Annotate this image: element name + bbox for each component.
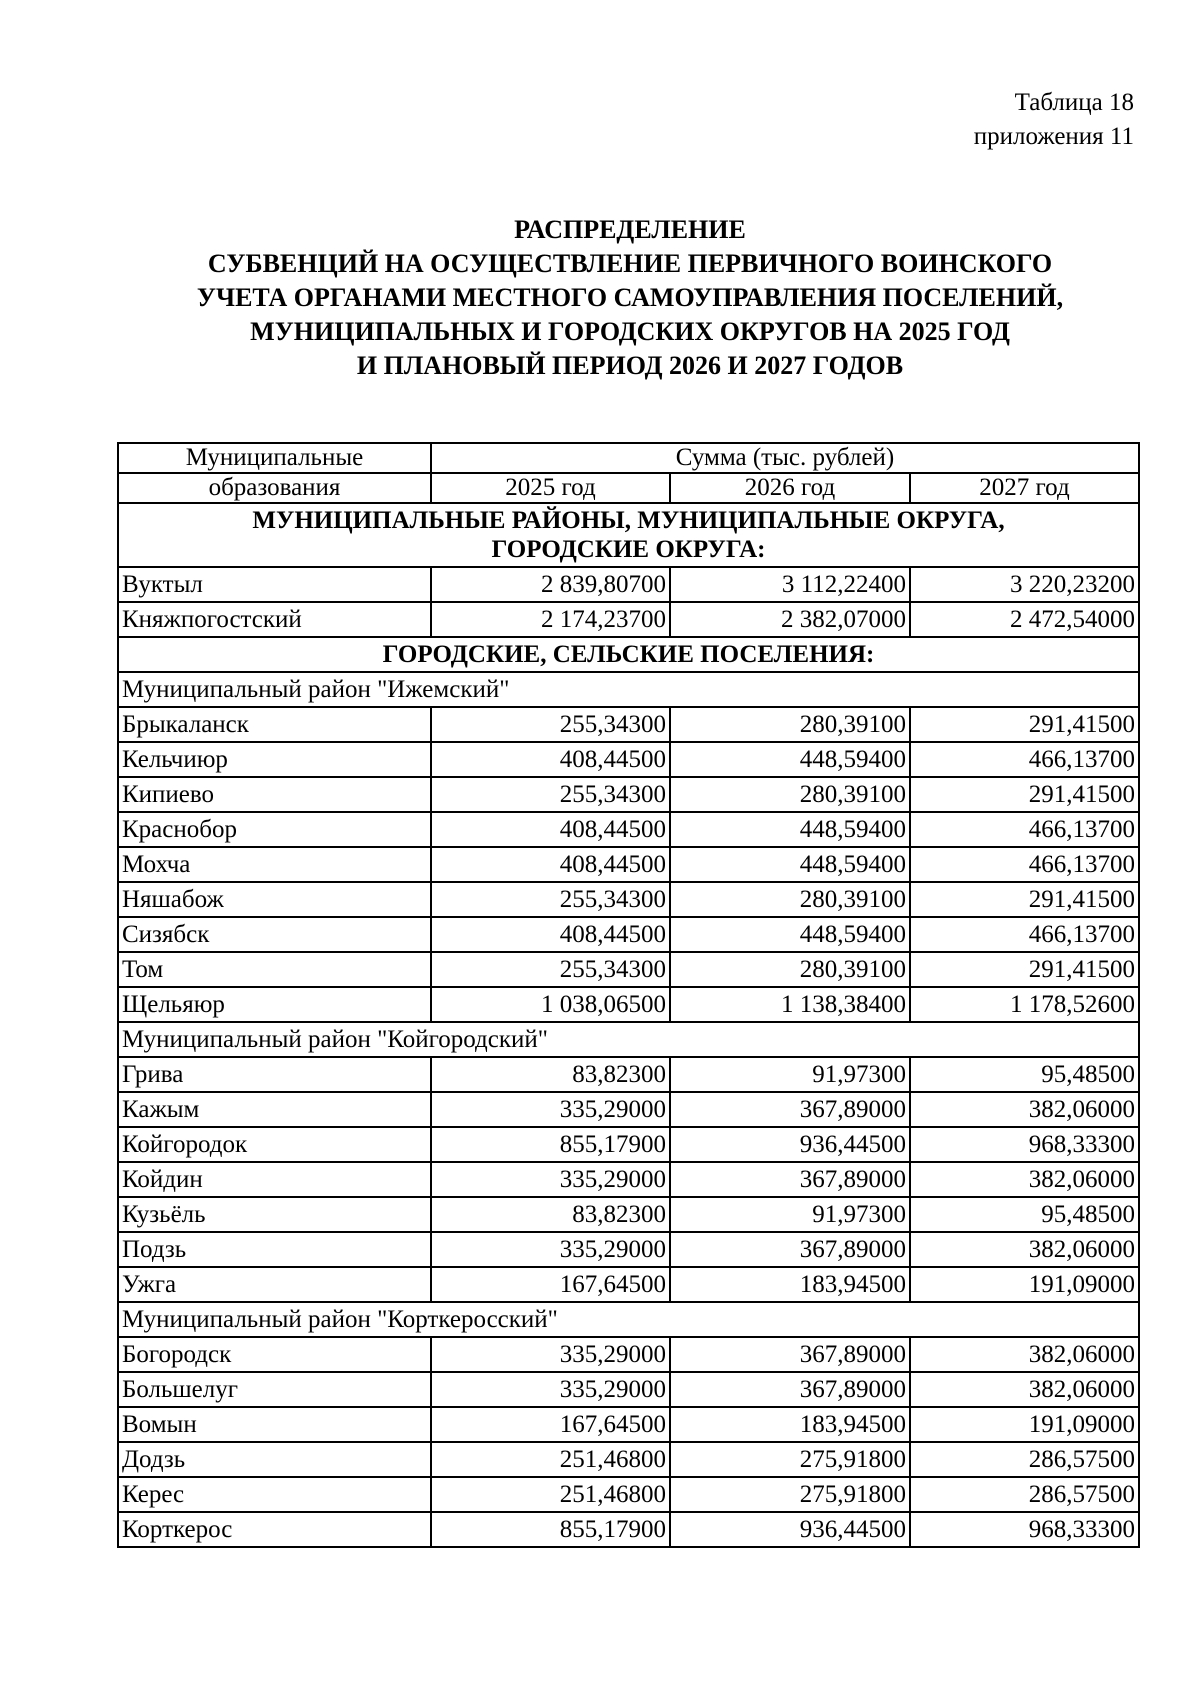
row-value-2026: 448,59400 xyxy=(670,812,910,847)
row-value-2025: 335,29000 xyxy=(431,1372,670,1407)
document-title xyxy=(100,213,1160,383)
row-value-2025: 255,34300 xyxy=(431,952,670,987)
row-value-2025: 408,44500 xyxy=(431,742,670,777)
row-value-2027: 466,13700 xyxy=(910,742,1139,777)
row-value-2025: 335,29000 xyxy=(431,1337,670,1372)
title-line: МУНИЦИПАЛЬНЫХ И ГОРОДСКИХ ОКРУГОВ НА 2025 ГОД xyxy=(250,317,1010,346)
table-row xyxy=(118,1337,1139,1372)
header-row xyxy=(118,473,1139,503)
row-value-2025: 251,46800 xyxy=(431,1477,670,1512)
row-value-2025: 2 839,80700 xyxy=(431,567,670,602)
row-value-2026: 3 112,22400 xyxy=(670,567,910,602)
row-value-2025: 2 174,23700 xyxy=(431,602,670,637)
title-line: УЧЕТА ОРГАНАМИ МЕСТНОГО САМОУПРАВЛЕНИЯ ПОСЕЛЕНИЙ, xyxy=(196,283,1064,312)
row-value-2025: 855,17900 xyxy=(431,1512,670,1547)
district-label: Муниципальный район "Койгородский" xyxy=(118,1022,1139,1057)
row-name: Вомын xyxy=(118,1407,431,1442)
row-name: Кипиево xyxy=(118,777,431,812)
row-value-2025: 255,34300 xyxy=(431,777,670,812)
row-value-2027: 95,48500 xyxy=(910,1057,1139,1092)
section-header-line: МУНИЦИПАЛЬНЫЕ РАЙОНЫ, МУНИЦИПАЛЬНЫЕ ОКРУГА, xyxy=(252,507,1005,534)
row-name: Сизябск xyxy=(118,917,431,952)
title-line: РАСПРЕДЕЛЕНИЕ xyxy=(514,215,746,244)
row-name: Щельяюр xyxy=(118,987,431,1022)
row-value-2026: 280,39100 xyxy=(670,952,910,987)
row-name: Княжпогостский xyxy=(118,602,431,637)
row-value-2026: 280,39100 xyxy=(670,707,910,742)
row-name: Додзь xyxy=(118,1442,431,1477)
section-header-line: ГОРОДСКИЕ ОКРУГА: xyxy=(491,536,766,563)
row-name: Большелуг xyxy=(118,1372,431,1407)
row-value-2025: 167,64500 xyxy=(431,1267,670,1302)
table-row xyxy=(118,1442,1139,1477)
row-value-2026: 280,39100 xyxy=(670,777,910,812)
section-row xyxy=(118,503,1139,567)
table-row xyxy=(118,987,1139,1022)
row-value-2027: 291,41500 xyxy=(910,952,1139,987)
table-row xyxy=(118,567,1139,602)
table-row xyxy=(118,1407,1139,1442)
section-header-districts xyxy=(118,503,1139,567)
row-value-2025: 855,17900 xyxy=(431,1127,670,1162)
row-value-2025: 167,64500 xyxy=(431,1407,670,1442)
row-value-2026: 2 382,07000 xyxy=(670,602,910,637)
row-value-2027: 2 472,54000 xyxy=(910,602,1139,637)
row-value-2027: 968,33300 xyxy=(910,1127,1139,1162)
row-value-2026: 448,59400 xyxy=(670,847,910,882)
row-value-2027: 466,13700 xyxy=(910,917,1139,952)
row-value-2027: 3 220,23200 xyxy=(910,567,1139,602)
district-label: Муниципальный район "Корткеросский" xyxy=(118,1302,1139,1337)
table-row xyxy=(118,1232,1139,1267)
row-value-2026: 280,39100 xyxy=(670,882,910,917)
table-row xyxy=(118,602,1139,637)
row-value-2027: 466,13700 xyxy=(910,847,1139,882)
row-value-2027: 382,06000 xyxy=(910,1092,1139,1127)
row-value-2026: 275,91800 xyxy=(670,1477,910,1512)
row-value-2027: 191,09000 xyxy=(910,1407,1139,1442)
table-row xyxy=(118,742,1139,777)
table-row xyxy=(118,847,1139,882)
row-name: Корткерос xyxy=(118,1512,431,1547)
row-value-2027: 382,06000 xyxy=(910,1337,1139,1372)
row-value-2025: 83,82300 xyxy=(431,1057,670,1092)
row-name: Брыкаланск xyxy=(118,707,431,742)
row-value-2027: 291,41500 xyxy=(910,707,1139,742)
row-value-2027: 968,33300 xyxy=(910,1512,1139,1547)
row-value-2027: 382,06000 xyxy=(910,1162,1139,1197)
table-row xyxy=(118,1127,1139,1162)
row-name: Грива xyxy=(118,1057,431,1092)
row-value-2027: 286,57500 xyxy=(910,1477,1139,1512)
row-value-2026: 448,59400 xyxy=(670,742,910,777)
row-value-2026: 367,89000 xyxy=(670,1232,910,1267)
row-value-2025: 408,44500 xyxy=(431,917,670,952)
row-value-2027: 291,41500 xyxy=(910,882,1139,917)
title-line: И ПЛАНОВЫЙ ПЕРИОД 2026 И 2027 ГОДОВ xyxy=(356,351,904,380)
row-name: Няшабож xyxy=(118,882,431,917)
table-row xyxy=(118,1162,1139,1197)
row-value-2026: 367,89000 xyxy=(670,1092,910,1127)
row-value-2027: 382,06000 xyxy=(910,1232,1139,1267)
row-value-2027: 291,41500 xyxy=(910,777,1139,812)
district-row xyxy=(118,1302,1139,1337)
table-row xyxy=(118,1477,1139,1512)
row-value-2027: 286,57500 xyxy=(910,1442,1139,1477)
row-value-2025: 335,29000 xyxy=(431,1232,670,1267)
table-row xyxy=(118,917,1139,952)
row-name: Койдин xyxy=(118,1162,431,1197)
header-entity-line2: образования xyxy=(118,473,431,503)
row-value-2025: 251,46800 xyxy=(431,1442,670,1477)
title-line: СУБВЕНЦИЙ НА ОСУЩЕСТВЛЕНИЕ ПЕРВИЧНОГО ВОИНСКОГО xyxy=(207,249,1053,278)
table-number-label: Таблица 18 xyxy=(1014,89,1134,116)
row-name: Койгородок xyxy=(118,1127,431,1162)
table-row xyxy=(118,1092,1139,1127)
row-value-2025: 335,29000 xyxy=(431,1162,670,1197)
row-value-2027: 1 178,52600 xyxy=(910,987,1139,1022)
row-name: Керес xyxy=(118,1477,431,1512)
row-value-2026: 275,91800 xyxy=(670,1442,910,1477)
row-value-2026: 183,94500 xyxy=(670,1407,910,1442)
row-value-2027: 95,48500 xyxy=(910,1197,1139,1232)
section-row xyxy=(118,637,1139,672)
row-value-2026: 367,89000 xyxy=(670,1162,910,1197)
row-value-2026: 367,89000 xyxy=(670,1372,910,1407)
row-name: Кузьёль xyxy=(118,1197,431,1232)
row-value-2026: 183,94500 xyxy=(670,1267,910,1302)
header-row xyxy=(118,443,1139,473)
table-reference xyxy=(734,86,1134,154)
row-value-2026: 1 138,38400 xyxy=(670,987,910,1022)
row-name: Вуктыл xyxy=(118,567,431,602)
table-row xyxy=(118,882,1139,917)
header-year-2026: 2026 год xyxy=(670,473,910,503)
row-value-2026: 91,97300 xyxy=(670,1197,910,1232)
row-name: Краснобор xyxy=(118,812,431,847)
row-value-2025: 408,44500 xyxy=(431,847,670,882)
table-row xyxy=(118,1057,1139,1092)
subvention-table xyxy=(117,442,1140,1548)
table-row xyxy=(118,1512,1139,1547)
row-value-2026: 91,97300 xyxy=(670,1057,910,1092)
row-value-2026: 367,89000 xyxy=(670,1337,910,1372)
row-value-2025: 408,44500 xyxy=(431,812,670,847)
row-value-2025: 255,34300 xyxy=(431,882,670,917)
table-row xyxy=(118,777,1139,812)
row-name: Том xyxy=(118,952,431,987)
district-row xyxy=(118,1022,1139,1057)
section-header-settlements: ГОРОДСКИЕ, СЕЛЬСКИЕ ПОСЕЛЕНИЯ: xyxy=(118,637,1139,672)
row-value-2025: 1 038,06500 xyxy=(431,987,670,1022)
row-value-2025: 83,82300 xyxy=(431,1197,670,1232)
district-row xyxy=(118,672,1139,707)
row-value-2025: 335,29000 xyxy=(431,1092,670,1127)
header-sum: Сумма (тыс. рублей) xyxy=(431,443,1139,473)
row-name: Мохча xyxy=(118,847,431,882)
table-row xyxy=(118,1372,1139,1407)
row-name: Ужга xyxy=(118,1267,431,1302)
row-name: Подзь xyxy=(118,1232,431,1267)
row-name: Богородск xyxy=(118,1337,431,1372)
appendix-label: приложения 11 xyxy=(973,123,1134,150)
row-name: Кажым xyxy=(118,1092,431,1127)
row-value-2027: 382,06000 xyxy=(910,1372,1139,1407)
table-row xyxy=(118,1267,1139,1302)
table-row xyxy=(118,707,1139,742)
row-value-2026: 936,44500 xyxy=(670,1127,910,1162)
row-value-2026: 936,44500 xyxy=(670,1512,910,1547)
row-value-2026: 448,59400 xyxy=(670,917,910,952)
row-name: Кельчиюр xyxy=(118,742,431,777)
table-row xyxy=(118,952,1139,987)
header-year-2025: 2025 год xyxy=(431,473,670,503)
row-value-2027: 191,09000 xyxy=(910,1267,1139,1302)
table-row xyxy=(118,812,1139,847)
table-row xyxy=(118,1197,1139,1232)
row-value-2025: 255,34300 xyxy=(431,707,670,742)
row-value-2027: 466,13700 xyxy=(910,812,1139,847)
header-entity-line1: Муниципальные xyxy=(118,443,431,473)
header-year-2027: 2027 год xyxy=(910,473,1139,503)
district-label: Муниципальный район "Ижемский" xyxy=(118,672,1139,707)
